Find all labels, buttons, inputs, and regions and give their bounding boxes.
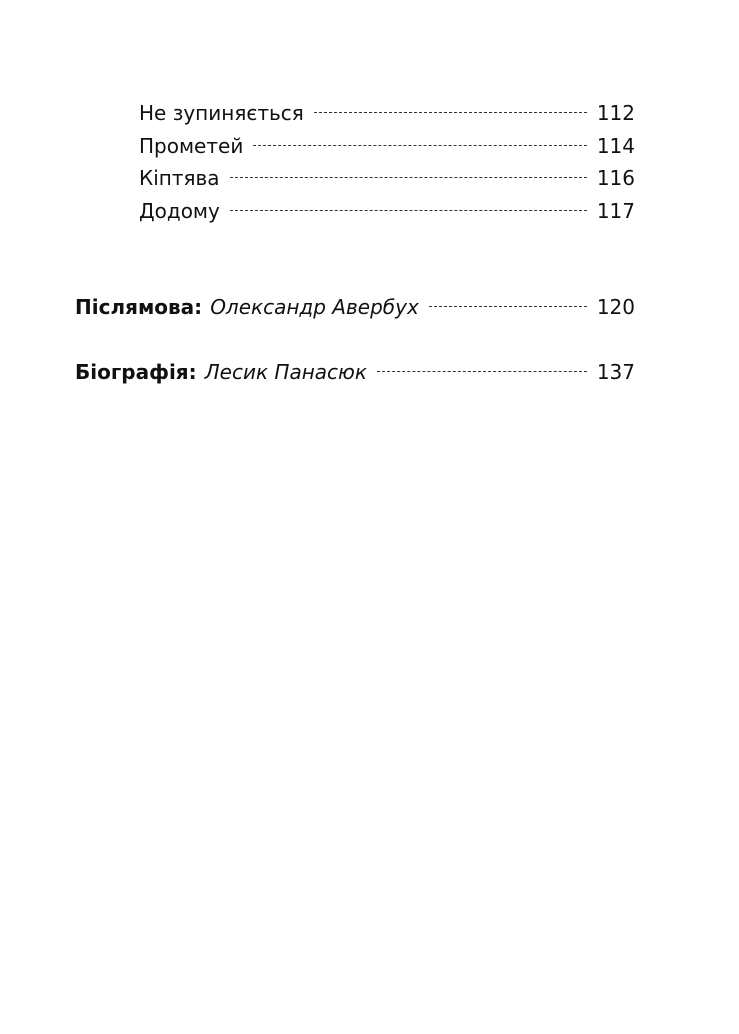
- toc-entry-page: 114: [596, 134, 635, 158]
- toc-entry-title: Не зупиняється: [139, 101, 304, 125]
- toc-biography: [75, 360, 635, 384]
- toc-entry-page: 117: [596, 199, 635, 223]
- toc-entry: [139, 101, 635, 125]
- toc-entry-page: 112: [596, 101, 635, 125]
- toc-entry: [139, 134, 635, 158]
- afterword-page: 120: [596, 295, 635, 319]
- dotted-leader: [230, 177, 587, 178]
- dotted-leader: [230, 210, 587, 211]
- toc-afterword: [75, 295, 635, 319]
- biography-label: Біографія:: [75, 360, 197, 384]
- toc-entry-title: Кіптява: [139, 166, 220, 190]
- toc-entry-page: 116: [596, 166, 635, 190]
- biography-page: 137: [596, 360, 635, 384]
- toc-entry-title: Прометей: [139, 134, 244, 158]
- dotted-leader: [377, 371, 587, 372]
- dotted-leader: [253, 145, 586, 146]
- toc-entry: [139, 166, 635, 190]
- toc-entry-title: Додому: [139, 199, 220, 223]
- dotted-leader: [429, 306, 587, 307]
- toc-entry: [139, 199, 635, 223]
- afterword-label: Післямова:: [75, 295, 203, 319]
- afterword-author: Олександр Авербух: [210, 295, 419, 319]
- dotted-leader: [314, 112, 587, 113]
- biography-author: Лесик Панасюк: [204, 360, 367, 384]
